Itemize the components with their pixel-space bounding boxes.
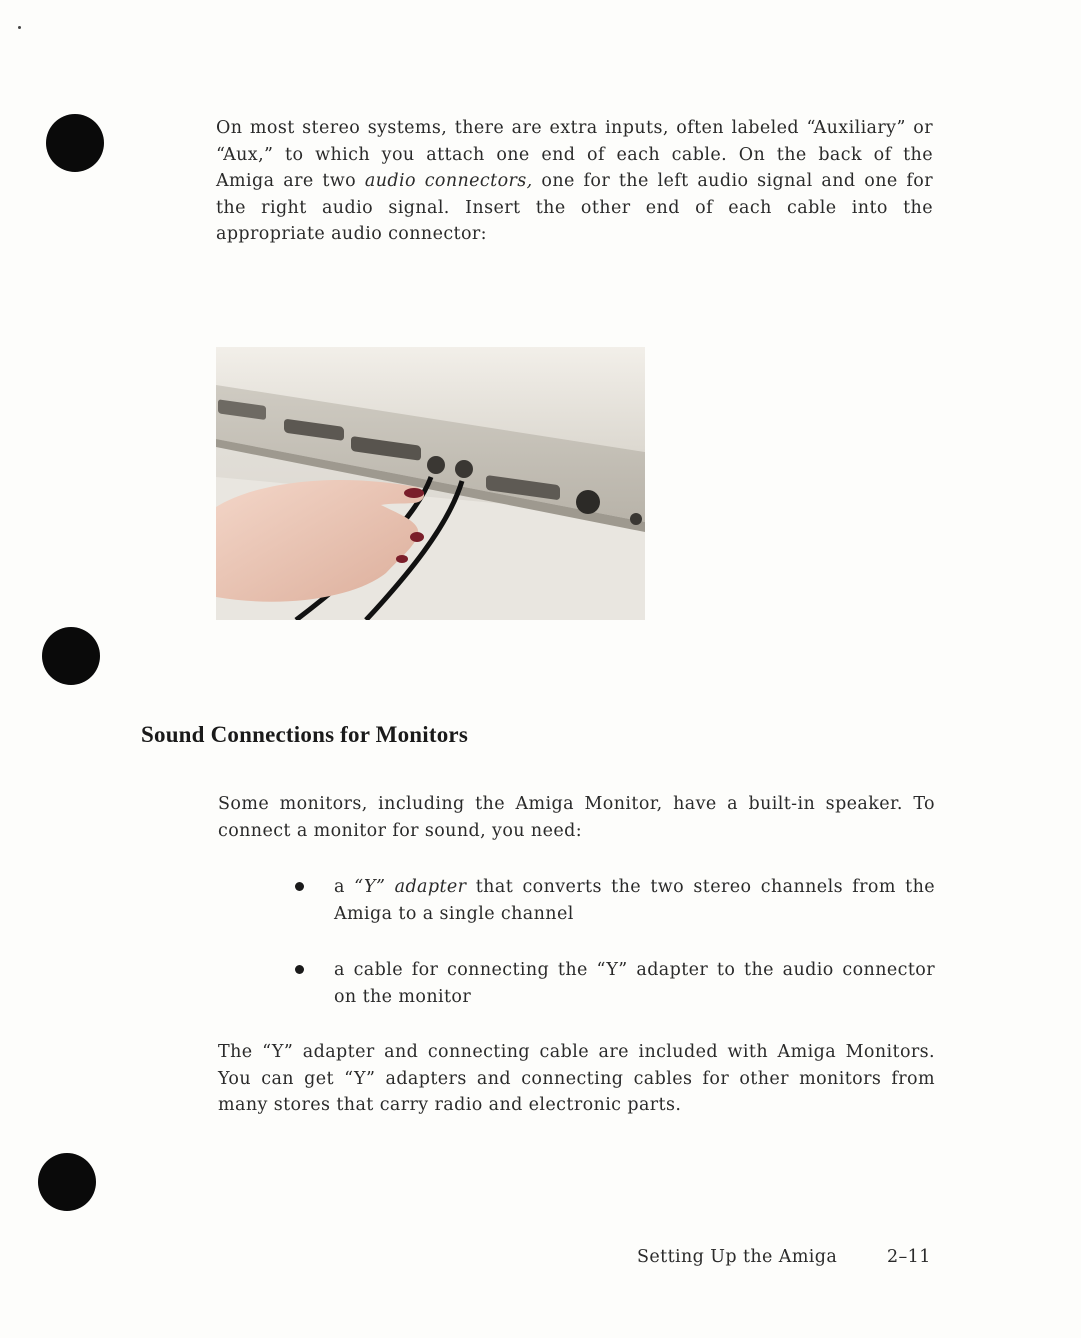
text-line: Amiga to a single channel — [334, 903, 574, 924]
text-line — [216, 168, 933, 195]
text-line: The “Y” adapter and connecting cable are included with Amiga Monitors. — [218, 1042, 935, 1062]
text-segment: a — [334, 877, 355, 897]
paragraph-stereo-inputs — [216, 115, 933, 248]
emphasis-y-adapter: “Y” adapter — [354, 877, 467, 897]
punch-hole-top — [46, 114, 104, 172]
photo-audio-connection — [216, 347, 645, 620]
text-line: Some monitors, including the Amiga Monitor, have a built-in speaker. To — [218, 794, 935, 814]
photo-illustration — [216, 347, 645, 620]
list-item-text — [334, 874, 935, 927]
list-item-text — [334, 957, 935, 1010]
text-line: on the monitor — [334, 986, 472, 1007]
text-line: connect a monitor for sound, you need: — [218, 820, 582, 841]
punch-hole-bottom — [38, 1153, 96, 1211]
paper-speck — [18, 26, 21, 29]
text-line: a cable for connecting the “Y” adapter to the audio connector — [334, 960, 935, 980]
text-segment: that converts the two stereo channels from the — [466, 877, 936, 897]
section-heading: Sound Connections for Monitors — [141, 722, 468, 747]
bullet-icon — [295, 882, 304, 891]
bullet-icon — [295, 965, 304, 974]
text-segment: one for the left audio signal and one for — [532, 171, 933, 191]
text-line: many stores that carry radio and electronic parts. — [218, 1095, 682, 1115]
punch-hole-middle — [42, 627, 100, 685]
footer-page-number: 2–11 — [887, 1247, 931, 1267]
text-line — [334, 874, 935, 901]
text-line: You can get “Y” adapters and connecting cables for other monitors from — [218, 1068, 935, 1089]
text-line: appropriate audio connector: — [216, 224, 487, 244]
footer-chapter-title: Setting Up the Amiga — [637, 1247, 838, 1267]
text-segment: Amiga are two — [216, 171, 365, 191]
emphasis-audio-connectors: audio connectors, — [364, 171, 533, 191]
paragraph-adapter-availability — [218, 1039, 935, 1119]
paragraph-monitor-speaker — [218, 791, 935, 844]
text-line: the right audio signal. Insert the other end of each cable into the — [216, 197, 933, 218]
text-line: On most stereo systems, there are extra inputs, often labeled “Auxiliary” or — [216, 118, 933, 138]
text-line: “Aux,” to which you attach one end of each cable. On the back of the — [216, 144, 933, 165]
